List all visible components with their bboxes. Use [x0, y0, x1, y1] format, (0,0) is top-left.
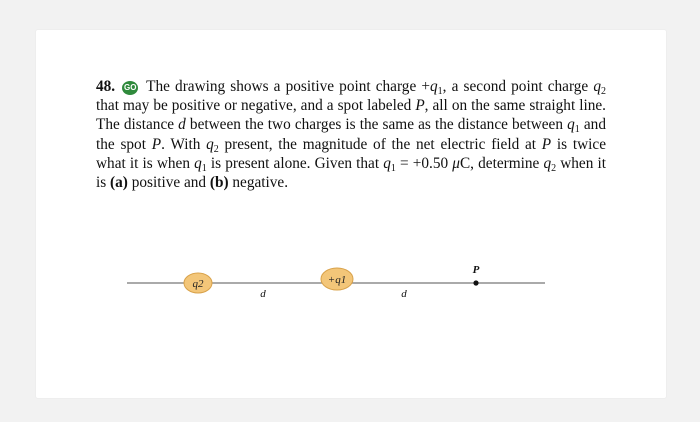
text-segment: C, determine	[459, 154, 544, 172]
sub-2: 2	[551, 162, 557, 174]
charge-q2-label: q2	[192, 278, 204, 290]
sub-1: 1	[390, 162, 396, 174]
var-q: q	[593, 78, 601, 95]
var-p: P	[541, 135, 552, 153]
sub-1: 1	[574, 124, 580, 136]
sub-1: 1	[201, 162, 207, 174]
text-segment: , all on the same straight line. The distance	[96, 97, 606, 134]
point-p-dot	[473, 280, 478, 285]
text-segment: is present alone. Given that	[206, 154, 384, 172]
var-p: P	[415, 97, 425, 115]
problem-number: 48.	[96, 78, 116, 95]
text-segment: = +0.50	[395, 154, 453, 172]
var-q: q	[383, 154, 391, 172]
text-segment: The drawing shows a positive point charge +	[146, 78, 430, 95]
text-segment: is twice what it is when	[96, 135, 606, 172]
text-segment: present, the magnitude of the net electric field at	[218, 135, 542, 153]
var-q: q	[543, 154, 552, 172]
sub-1: 1	[437, 86, 443, 97]
text-segment: , a second point charge	[442, 78, 594, 95]
var-q: q	[206, 135, 214, 153]
text-segment: and the spot	[96, 116, 606, 153]
charge-q1-label: +q1	[327, 274, 347, 286]
sub-2: 2	[601, 86, 606, 97]
part-b-label: (b)	[209, 174, 229, 192]
go-icon[interactable]: GO	[122, 81, 138, 95]
var-d: d	[178, 116, 186, 134]
sub-2: 2	[213, 143, 219, 155]
text-segment: when it is	[96, 154, 606, 192]
text-segment: that may be positive or negative, and a spot labeled	[96, 97, 416, 115]
text-segment: negative.	[228, 174, 289, 192]
text-segment: . With	[161, 135, 207, 153]
mu-symbol: μ	[452, 154, 460, 172]
var-q: q	[194, 154, 202, 172]
part-a-label: (a)	[110, 174, 128, 192]
var-q: q	[430, 78, 438, 95]
var-q: q	[567, 116, 575, 134]
text-segment: positive and	[127, 174, 210, 192]
distance-label-2: d	[401, 288, 407, 300]
text-segment: between the two charges is the same as the distance between	[185, 116, 568, 134]
point-p-label: P	[472, 264, 480, 276]
distance-label-1: d	[260, 288, 266, 300]
var-p: P	[151, 135, 162, 153]
